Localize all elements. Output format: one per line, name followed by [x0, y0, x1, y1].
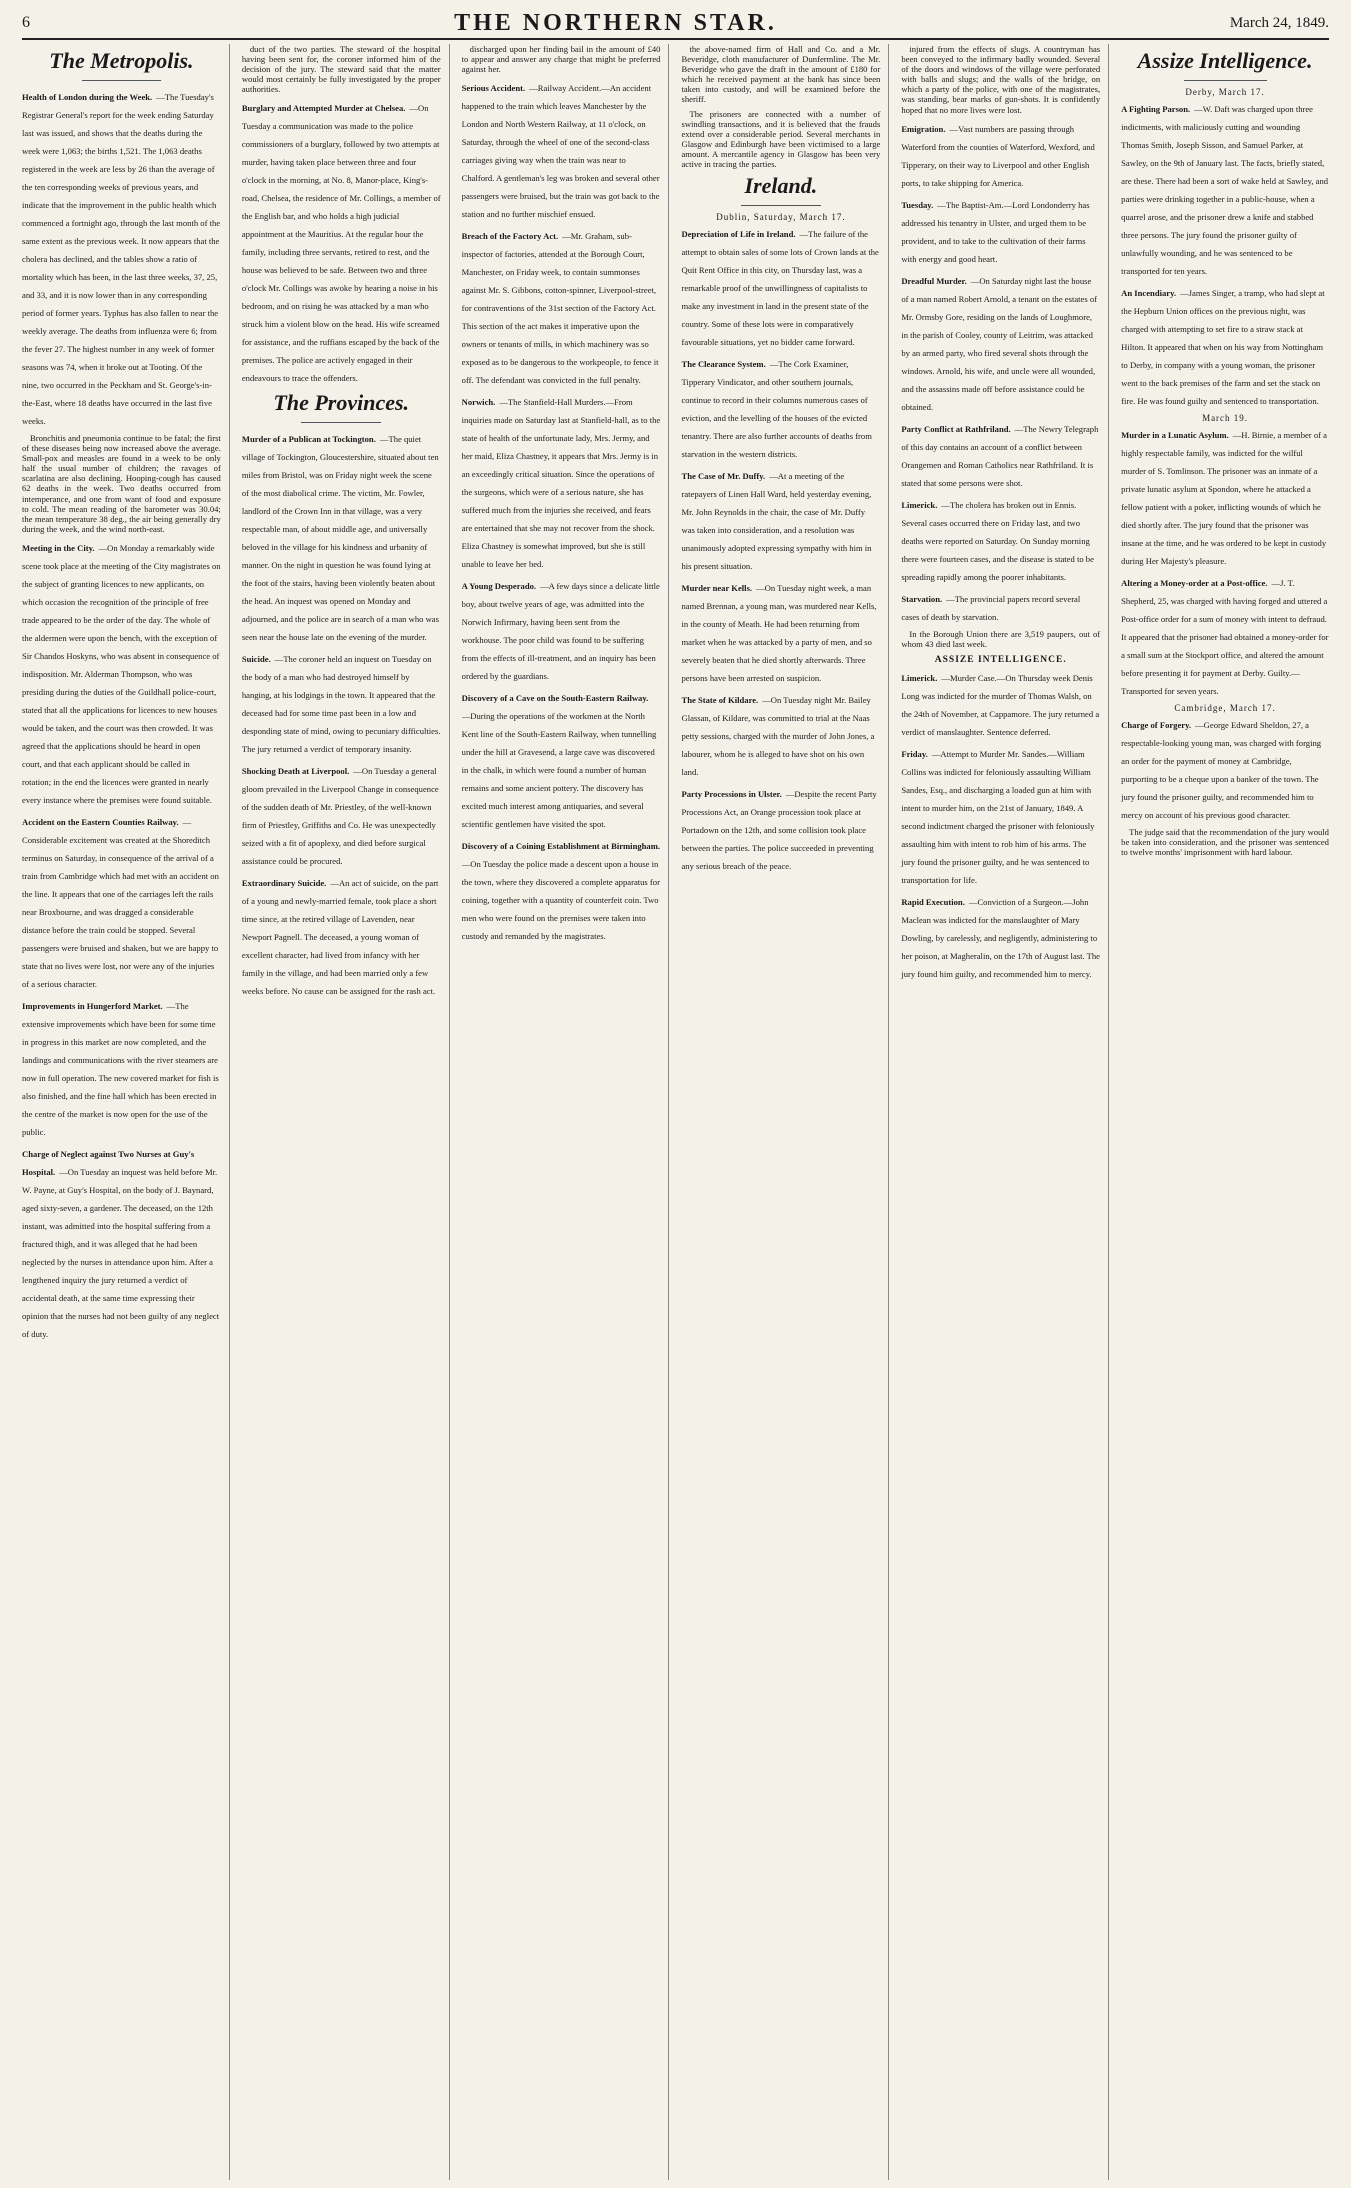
- dateline: Cambridge, March 17.: [1174, 703, 1276, 713]
- article-body: duct of the two parties. The steward of the hospital having been sent for, the coroner informed him of the decision of the jury. The steward said that the matter would most certainly be fully investigated by the proper authorities.: [241, 44, 441, 95]
- article-body: In the Borough Union there are 3,519 paupers, out of whom 43 died last week.: [901, 628, 1101, 649]
- article-body: —On Tuesday a general gloom prevailed in the Liverpool Change in consequence of the sudden death of Mr. Priestley, of the well-known firm of Priestley, Griffiths and Co. He was unexpectedly seized with a fit of apoplexy, and died before surgical assistance could be procured.: [241, 766, 439, 867]
- article-body: The prisoners are connected with a number of swindling transactions, and it is believed that the frauds extend over a considerable period. Several merchants in Glasgow and Edinburgh have been victimised to a large amount. A mercantile agency in Glasgow has been very active in tracing the parties.: [681, 108, 881, 170]
- article-body: —The Tuesday's Registrar General's report for the week ending Saturday last was issued, and shows that the deaths during the week were 1,063; the births 1,521. The 1,063 deaths registered in the week are less by 26 than the average of the ten corresponding weeks of previous years, and indicate that the improvement in the public health which commenced a fortnight ago, through the last month of the same extent as the previous week. It now appears that the cholera has declined, and the tables show a ratio of mortality which has been, in the last three weeks, 37, 25, and 33, and it is now lower than in any corresponding period of former years. Typhus has also fallen to near the weekly average. The deaths from influenza were 6; from the fever 27. The highest number in any week of former seasons was 74, when it broke out at Tooting. Of the nine, two occurred in the Peckham and St. George's-in-the-East, where 18 deaths have occurred in the last five weeks.: [22, 92, 221, 426]
- column-5: [901, 44, 1109, 2180]
- article-body: —Despite the recent Party Processions Act, an Orange procession took place at Portadown on the 12th, and some collision took place between the parties. The police succeeded in preventing any serious breach of the peace.: [681, 789, 877, 872]
- article-headline: Accident on the Eastern Counties Railway.: [22, 816, 179, 827]
- article-body: The judge said that the recommendation of the jury would be taken into consideration, and the prisoner was sentenced to twelve months' imprisonment with hard labour.: [1121, 827, 1329, 858]
- news-article: [462, 688, 661, 832]
- article-body: —The quiet village of Tockington, Gloucestershire, situated about ten miles from Bristol, was on Friday night week the scene of the most diabolical crime. The victim, Mr. Fowler, landlord of the Crown Inn in that village, was a very respectable man, of about middle age, and universally beloved in the village for his kindness and urbanity of manner. On the night in question he was found lying at the foot of the stairs, having been violently beaten about the head. An inquest was opened on Monday and adjourned, and the police are in search of a man who was seen near the house late on the evening of the murder.: [241, 434, 439, 643]
- article-body: —The coroner held an inquest on Tuesday on the body of a man who had destroyed himself by hanging, at his lodgings in the town. It appeared that the deceased had for some time past been in a low and desponding state of mind, owing to pecuniary difficulties. The jury returned a verdict of temporary insanity.: [241, 654, 441, 755]
- article-body: —A few days since a delicate little boy, about twelve years of age, was admitted into the Norwich Infirmary, having been sent from the workhouse. The poor child was found to be suffering from the effects of ill-treatment, and an inquiry has been ordered by the guardians.: [461, 581, 660, 682]
- news-article: [681, 224, 880, 350]
- news-article: [1121, 425, 1329, 569]
- news-article: [901, 44, 1100, 115]
- section-divider: [82, 80, 162, 81]
- article-body: —Attempt to Murder Mr. Sandes.—William Collins was indicted for feloniously assaulting William Sandes, Esq., and discharging a loaded gun at him with intent to murder him, on the 21st of January, 1849. A second indictment charged the prisoner with feloniously assaulting him with intent to rob him of his arms. The jury found the prisoner guilty, and he was sentenced to transportation for life.: [901, 748, 1095, 885]
- article-headline: Dreadful Murder.: [901, 275, 967, 286]
- article-headline: Burglary and Attempted Murder at Chelsea.: [241, 103, 406, 114]
- news-article: [22, 1144, 221, 1342]
- news-article: [22, 87, 221, 429]
- article-headline: The Case of Mr. Duffy.: [681, 471, 766, 482]
- article-body: injured from the effects of slugs. A countryman has been conveyed to the infirmary badly wounded. Several of the doors and windows of the village were perforated with balls and slugs; and the walls of the bridge, on which a party of the police, with one of the magistrates, was standing, bear marks of gun-shots. It is confidently hoped that no more lives were lost.: [901, 44, 1101, 115]
- article-headline: Charge of Forgery.: [1121, 720, 1192, 730]
- article-body: —Conviction of a Surgeon.—John Maclean was indicted for the manslaughter of Mary Dowling, by carelessly, and negligently, administering to her poison, at Magheralin, on the 17th of August last. The jury found him guilty, and recommended him to mercy.: [901, 896, 1100, 979]
- article-headline: Improvements in Hungerford Market.: [22, 1000, 163, 1011]
- news-article: [242, 429, 441, 645]
- article-headline: Tuesday.: [901, 199, 934, 210]
- article-headline: Emigration.: [901, 123, 946, 134]
- article-headline: Serious Accident.: [461, 83, 526, 94]
- article-headline: A Fighting Parson.: [1121, 104, 1191, 114]
- issue-date: March 24, 1849.: [1229, 14, 1329, 31]
- news-article: [22, 538, 221, 808]
- news-article: [1121, 99, 1329, 279]
- article-body: —The extensive improvements which have been for some time in progress in this market are now completed, and the landings and communications with the river steamers are now in full operation. The new covered market for fish is also finished, and the fine hall which has been erected in the centre of the market is now open for the use of the public.: [22, 1000, 219, 1137]
- dateline: Derby, March 17.: [1185, 87, 1265, 97]
- section-divider: [741, 205, 821, 206]
- news-article: [1121, 827, 1329, 857]
- article-body: —James Singer, a tramp, who had slept at the Hepburn Union offices on the previous night, was charged with attempting to set fire to a straw stack at Hilton. It appeared that when on his way from Nottingham to Derby, in company with a young woman, the prisoner went to the back premises of the farm and set the stack on fire. He was found guilty and sentenced to transportation.: [1121, 288, 1325, 406]
- article-body: discharged upon her finding bail in the amount of £40 to appear and answer any charge that might be preferred against her.: [461, 44, 661, 75]
- article-headline: Altering a Money-order at a Post-office.: [1121, 578, 1268, 588]
- article-body: —Murder Case.—On Thursday week Denis Long was indicted for the murder of Thomas Walsh, on the 24th of November, at Cappamore. The jury returned a verdict of manslaughter. Sentence deferred.: [901, 672, 1100, 737]
- article-headline: Breach of the Factory Act.: [461, 231, 559, 242]
- article-headline: Murder in a Lunatic Asylum.: [1121, 430, 1229, 440]
- article-body: —The failure of the attempt to obtain sales of some lots of Crown lands at the Quit Rent Office in this city, on Thursday last, was a remarkable proof of the unwillingness of capitalists to make any investment in land in the present state of the country. Some of these lots were in comparatively favourable situations, yet no bidder came forward.: [681, 229, 879, 348]
- news-article: [901, 271, 1100, 415]
- column-6: [1121, 44, 1329, 2180]
- article-body: —Railway Accident.—An accident happened to the train which leaves Manchester by the London and North Western Railway, at 11 o'clock, on Saturday, through the wheel of one of the second-class carriages giving way when the train was near to Chalford. A gentleman's leg was broken and several other passengers were bruised, but the train was got back to the station and no further mischief ensued.: [461, 83, 660, 220]
- article-headline: Party Processions in Ulster.: [681, 789, 782, 800]
- article-headline: Discovery of a Cave on the South-Eastern Railway.: [461, 693, 649, 704]
- article-headline: Discovery of a Coining Establishment at Birmingham.: [461, 841, 661, 852]
- article-body: —An act of suicide, on the part of a young and newly-married female, took place a short time since, at the retired village of Lavenden, near Newport Pagnell. The deceased, a young woman of excellent character, had lived from infancy with her family in the village, and had been married only a few weeks before. No cause can be assigned for the rash act.: [241, 878, 439, 997]
- article-body: Bronchitis and pneumonia continue to be fatal; the first of these diseases being now increased above the average. Small-pox and measles are found in a week to be only half the usual number of children; the ravages of scarlatina are also declining. Hooping-cough has caused 62 deaths in the week. Two deaths occurred from intemperance, and one from want of food and exposure to cold. The mean reading of the barometer was 30.04; the mean temperature 38 deg., the air being generally dry during the week, and the wind north-east.: [22, 433, 221, 534]
- article-headline: Murder of a Publican at Tockington.: [241, 434, 376, 445]
- news-article: [462, 392, 661, 572]
- news-article: [901, 119, 1100, 191]
- article-body: —George Edward Sheldon, 27, a respectable-looking young man, was charged with forging an order for the payment of money at Cambridge, purporting to be a cheque upon a banker of the town. The jury found the prisoner guilty, and recommended him to mercy on account of his previous good character.: [1121, 720, 1322, 820]
- masthead: [22, 8, 1329, 40]
- article-body: —Vast numbers are passing through Waterford from the counties of Waterford, Wexford, and Tipperary, on their way to Liverpool and other English ports, to take shipping for America.: [901, 123, 1095, 188]
- news-article: [901, 892, 1100, 982]
- news-article: [242, 761, 441, 869]
- article-headline: Norwich.: [461, 397, 496, 408]
- news-article: [22, 433, 221, 534]
- news-article: [462, 226, 661, 388]
- section-heading: The Provinces.: [273, 390, 410, 416]
- article-headline: Charge of Neglect against Two Nurses at Guy's Hospital.: [22, 1148, 195, 1177]
- dateline: Dublin, Saturday, March 17.: [716, 212, 846, 223]
- subsection-heading: ASSIZE INTELLIGENCE.: [934, 654, 1067, 665]
- news-article: [242, 44, 441, 94]
- article-body: the above-named firm of Hall and Co. and a Mr. Beveridge, cloth manufacturer of Dunfermline. The Mr. Beveridge who gave the draft in the amount of £180 for which he received payment at the bank has since been taken into custody, and will be examined before the sheriff.: [681, 44, 881, 105]
- article-body: —On Tuesday night Mr. Bailey Glassan, of Kildare, was committed to trial at the Naas petty sessions, charged with the murder of John Jones, a labourer, whom he is alleged to have shot on his own land.: [681, 695, 875, 778]
- article-headline: The Clearance System.: [681, 359, 766, 370]
- news-article: [462, 78, 661, 222]
- news-article: [681, 578, 880, 686]
- column-2: [242, 44, 450, 2180]
- news-article: [1121, 715, 1329, 823]
- article-headline: Limerick.: [901, 499, 938, 510]
- article-body: —The provincial papers record several cases of death by starvation.: [901, 593, 1081, 622]
- article-headline: Limerick.: [901, 672, 938, 683]
- article-headline: Extraordinary Suicide.: [241, 878, 327, 889]
- article-body: —On Tuesday an inquest was held before Mr. W. Payne, at Guy's Hospital, on the body of J. Baynard, aged sixty-seven, a gardener. The deceased, on the 12th instant, was admitted into the hospital suffering from a fractured thigh, and it was alleged that he had been neglected by the nurses in attendance upon him. After a lengthened inquiry the jury returned a verdict of accidental death, at the same time expressing their opinion that the nurses had not been guilty of any neglect of duty.: [22, 1166, 220, 1339]
- news-article: [462, 836, 661, 944]
- news-article: [901, 589, 1100, 625]
- section-heading: The Metropolis.: [49, 48, 194, 73]
- article-headline: Suicide.: [241, 654, 271, 665]
- article-body: —At a meeting of the ratepayers of Linen Hall Ward, held yesterday evening, Mr. John Reynolds in the chair, the case of Mr. Duffy was taken into consideration, and a resolution was unanimously adopted expressing sympathy with him in his present situation.: [681, 471, 872, 572]
- article-body: —On Saturday night last the house of a man named Robert Arnold, a tenant on the estates of Mr. Ormsby Gore, residing on the lands of Loughmore, in the parish of Cooley, county of Leitrim, was attacked by an armed party, who fired several shots through the windows. Arnold, his wife, and uncle were all wounded, and the assassins made off before assistance could be obtained.: [901, 275, 1098, 412]
- news-article: [1121, 283, 1329, 409]
- article-headline: Party Conflict at Rathfriland.: [901, 423, 1011, 434]
- news-article: [22, 812, 221, 992]
- article-body: —On Tuesday night week, a man named Brennan, a young man, was murdered near Kells, in the county of Meath. He had been returning from market when he was attacked by a party of men, and so severely beaten that he died shortly afterwards. Three persons have been arrested on suspicion.: [681, 583, 877, 684]
- newspaper-title: THE NORTHERN STAR.: [454, 9, 777, 36]
- article-body: —The Baptist-Am.—Lord Londonderry has addressed his tenantry in Ulster, and urged them to be provident, and to take to the cultivation of their farms with energy and good heart.: [901, 199, 1090, 264]
- article-body: —On Tuesday the police made a descent upon a house in the town, where they discovered a complete apparatus for coining, together with a quantity of counterfeit coin. Two men who were found on the premises were taken into custody and remanded by the magistrates.: [461, 859, 660, 942]
- article-headline: Starvation.: [901, 593, 943, 604]
- article-headline: An Incendiary.: [1121, 288, 1177, 298]
- news-article: [901, 629, 1100, 649]
- news-article: [681, 109, 880, 170]
- news-article: [901, 668, 1100, 740]
- section-divider: [1184, 80, 1267, 81]
- article-body: —J. T. Shepherd, 25, was charged with having forged and uttered a Post-office order for a sum of money with intent to defraud. It appeared that the prisoner had obtained a money-order for a small sum at the Stockport office, and altered the amount before presenting it for payment at Derby. Guilty.—Transported for seven years.: [1121, 578, 1329, 696]
- article-headline: Depreciation of Life in Ireland.: [681, 229, 796, 240]
- article-body: —During the operations of the workmen at the North Kent line of the South-Eastern Railway, when tunnelling under the hill at Gravesend, a large cave was discovered in the chalk, in which were found a number of human remains and some ancient pottery. The discovery has excited much interest among antiquaries, and several scientific gentlemen have visited the spot.: [461, 711, 657, 830]
- news-article: [242, 649, 441, 757]
- article-body: —Mr. Graham, sub-inspector of factories, attended at the Borough Court, Manchester, on Friday week, to contain summonses against Mr. S. Gibbons, cotton-spinner, Liverpool-street, for contraventions of the 31st section of the Factory Act. This section of the act makes it imperative upon the owners or tenants of mills, in which machinery was so exposed as to be dangerous to the workpeople, to fence it off. The defendant was convicted in the full penalty.: [461, 231, 659, 386]
- news-article: [901, 495, 1100, 585]
- news-article: [462, 576, 661, 684]
- article-body: —H. Birnie, a member of a highly respectable family, was indicted for the wilful murder of S. Tomlinson. The prisoner was an inmate of a private lunatic asylum at Spondon, where he attacked a fellow patient with a poker, inflicting wounds of which he died shortly after. The jury found that the prisoner was insane at the time, and he was ordered to be kept in custody during Her Majesty's pleasure.: [1121, 430, 1327, 566]
- article-headline: Health of London during the Week.: [22, 92, 153, 102]
- article-headline: A Young Desperado.: [461, 581, 537, 592]
- dateline: March 19.: [1202, 413, 1249, 423]
- news-article: [462, 44, 661, 74]
- article-body: —Considerable excitement was created at the Shoreditch terminus on Saturday, in consequence of the arrival of a train from Cambridge which had met with an accident on the line. It appears that one of the carriages left the rails near Broxbourne, and was dragged a considerable distance before the train could be stopped. Several passengers were bruised and shaken, but we are happy to state that no lives were lost, nor were any of the injuries of a serious character.: [22, 816, 219, 989]
- article-headline: Shocking Death at Liverpool.: [241, 766, 350, 777]
- news-article: [681, 466, 880, 574]
- news-article: [901, 419, 1100, 491]
- article-headline: Meeting in the City.: [22, 542, 95, 553]
- article-headline: Rapid Execution.: [901, 896, 965, 907]
- article-columns: [22, 44, 1329, 2180]
- article-headline: Friday.: [901, 748, 928, 759]
- news-article: [1121, 573, 1329, 699]
- page-number: 6: [22, 14, 30, 31]
- section-divider: [301, 422, 381, 423]
- article-body: —The Cork Examiner, Tipperary Vindicator, and other southern journals, continue to record in their columns numerous cases of eviction, and the levelling of the houses of the evicted tenantry. There are also further accounts of deaths from starvation in the western districts.: [681, 359, 872, 460]
- news-article: [681, 44, 880, 105]
- column-4: [681, 44, 889, 2180]
- news-article: [681, 354, 880, 462]
- news-article: [242, 873, 441, 999]
- article-body: —The Newry Telegraph of this day contains an account of a conflict between Orangemen and Roman Catholics near Rathfriland. It is stated that some persons were shot.: [901, 423, 1099, 488]
- news-article: [901, 195, 1100, 267]
- news-article: [681, 690, 880, 780]
- article-body: —On Monday a remarkably wide scene took place at the meeting of the City magistrates on the subject of granting licences to new applicants, on which occasion the recognition of the principle of free trade appeared to be the order of the day. The whole of the aldermen were upon the bench, with the exception of Sir Chandos Hoskyns, who was absent in consequence of indisposition. Mr. Alderman Thompson, who was presiding during the duties of the Guildhall police-court, stated that all the applications for licences to new houses would be taken, and the court was then crowded. It was agreed that the applications should be heard in open court, and that each applicant should be called in rotation; in the end the licences were granted in nearly every instance where the premises were found suitable.: [22, 542, 221, 805]
- article-headline: The State of Kildare.: [681, 695, 759, 706]
- news-article: [242, 98, 441, 386]
- section-heading: Ireland.: [744, 173, 818, 199]
- news-article: [901, 744, 1100, 888]
- section-heading: Assize Intelligence.: [1137, 48, 1313, 73]
- column-1: [22, 44, 230, 2180]
- article-body: —The cholera has broken out in Ennis. Several cases occurred there on Friday last, and two deaths were reported on Saturday. On Sunday morning there were fourteen cases, and the disease is stated to be spreading rapidly among the poorer inhabitants.: [901, 499, 1094, 582]
- article-body: —The Stanfield-Hall Murders.—From inquiries made on Saturday last at Stanfield-hall, as to the state of health of the unfortunate lady, Mrs. Jermy, and her maid, Eliza Chastney, it appears that Mrs. Jermy is in an exceedingly critical situation. Since the operations of the surgeons, which were of a serious nature, she has suffered much from the injuries she received, and fears are entertained that she may not recover from the shock. Eliza Chastney is somewhat improved, but she is still unable to leave her bed.: [461, 397, 661, 570]
- news-article: [22, 996, 221, 1140]
- article-headline: Murder near Kells.: [681, 583, 753, 594]
- news-article: [681, 784, 880, 874]
- article-body: —W. Daft was charged upon three indictments, with maliciously cutting and wounding Thomas Smith, Joseph Sisson, and Samuel Parker, at Sawley, on the 9th of January last. The facts, briefly stated, are these. There had been a sort of wake held at Sawley, and parties were drinking together in a public-house, when a quarrel arose, and the prisoner drew a knife and stabbed three persons. The jury found the prisoner guilty of unlawfully wounding, and he was sentenced to be transported for ten years.: [1121, 104, 1329, 276]
- article-body: —On Tuesday a communication was made to the police commissioners of a burglary, followed by two attempts at murder, having taken place between three and four o'clock in the morning, at No. 8, Manor-place, King's-road, Chelsea, the residence of Mr. Collings, a member of the English bar, and who holds a high judicial appointment at the Mauritius. At the regular hour the family, including three servants, retired to rest, and the house was believed to be safe. Between two and three o'clock Mr. Collings was awoke by hearing a noise in his bedroom, and on rising he was attacked by a man who struck him a violent blow on the head. His wife screamed for assistance, and the ruffians escaped by the back of the premises. The police are actively engaged in their endeavours to trace the offenders.: [241, 103, 441, 384]
- column-3: [462, 44, 670, 2180]
